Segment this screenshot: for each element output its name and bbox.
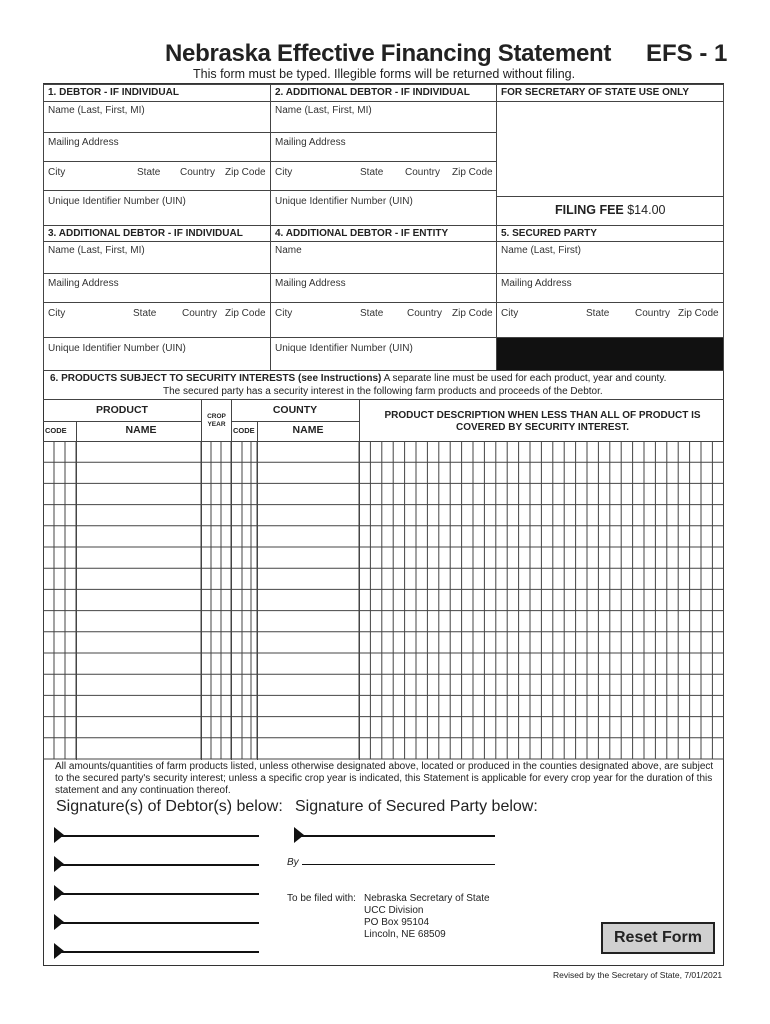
year-header: YEAR bbox=[207, 421, 226, 428]
uin-label: Unique Identifier Number (UIN) bbox=[48, 343, 186, 354]
revision-footer: Revised by the Secretary of State, 7/01/2021 bbox=[553, 970, 723, 980]
sos-header bbox=[496, 84, 724, 102]
debtor-uin-field[interactable] bbox=[43, 190, 271, 226]
debtor-signature-line[interactable] bbox=[54, 864, 259, 866]
filing-fee-amount: $14.00 bbox=[627, 203, 666, 217]
debtor3-mailing-field[interactable] bbox=[43, 273, 271, 303]
section-4-header bbox=[270, 225, 497, 242]
section-5-title: 5. SECURED PARTY bbox=[501, 228, 597, 239]
zip-label: Zip Code bbox=[225, 167, 266, 178]
secured-mailing-field[interactable] bbox=[496, 273, 724, 303]
secured-name-field[interactable] bbox=[496, 241, 724, 274]
name-label: Name (Last, First, MI) bbox=[48, 105, 145, 116]
section-1-header bbox=[43, 84, 271, 102]
debtor-name-field[interactable] bbox=[43, 101, 271, 133]
state-label: State bbox=[133, 308, 157, 319]
city-label: City bbox=[48, 308, 66, 319]
disclaimer-text: All amounts/quantities of farm products listed, unless otherwise designated above, located or produced in the counties designated above, are subject to the secured party's security interest; unless a specific crop year is indicated, this Statement is applicable for every crop year for the duration of this statement and any continuation thereof. bbox=[55, 761, 714, 796]
name-label: Name (Last, First) bbox=[501, 245, 582, 256]
secured-signature-line[interactable] bbox=[294, 835, 495, 837]
mailing-label: Mailing Address bbox=[275, 278, 346, 289]
form-id: EFS - 1 bbox=[646, 40, 728, 67]
mailing-label: Mailing Address bbox=[48, 278, 119, 289]
county-col-header: COUNTY bbox=[272, 404, 318, 416]
name-label: Name bbox=[275, 245, 302, 256]
code-col-header: CODE bbox=[45, 426, 67, 435]
country-label: Country bbox=[407, 308, 443, 319]
debtor4-name-field[interactable] bbox=[270, 241, 497, 274]
form-subtitle: This form must be typed. Illegible forms will be returned without filing. bbox=[193, 67, 576, 81]
county-name-header: NAME bbox=[292, 424, 324, 436]
filing-label: To be filed with: bbox=[287, 893, 356, 904]
debtor-signature-line[interactable] bbox=[54, 893, 259, 895]
section-1-title: 1. DEBTOR - IF INDIVIDUAL bbox=[48, 87, 179, 98]
debtor3-name-field[interactable] bbox=[43, 241, 271, 274]
section-4-title: 4. ADDITIONAL DEBTOR - IF ENTITY bbox=[275, 228, 449, 239]
mailing-label: Mailing Address bbox=[501, 278, 572, 289]
crop-header: CROP bbox=[207, 413, 226, 420]
add-debtor-mailing-field[interactable] bbox=[270, 132, 497, 162]
uin-label: Unique Identifier Number (UIN) bbox=[275, 343, 413, 354]
city-label: City bbox=[275, 308, 293, 319]
debtor-signature-title: Signature(s) of Debtor(s) below: bbox=[56, 798, 283, 815]
section-3-header bbox=[43, 225, 271, 242]
debtor-city-row[interactable] bbox=[43, 161, 271, 191]
section-2-header bbox=[270, 84, 497, 102]
debtor3-city-row[interactable] bbox=[43, 302, 271, 338]
sos-use-area bbox=[496, 101, 724, 197]
state-label: State bbox=[360, 308, 384, 319]
city-label: City bbox=[501, 308, 519, 319]
city-label: City bbox=[275, 167, 293, 178]
debtor-mailing-field[interactable] bbox=[43, 132, 271, 162]
filing-line-1: Nebraska Secretary of State bbox=[364, 893, 490, 904]
mailing-label: Mailing Address bbox=[48, 137, 119, 148]
country-label: Country bbox=[635, 308, 671, 319]
section-5-header bbox=[496, 225, 724, 242]
products-note-1: A separate line must be used for each product, year and county. bbox=[383, 373, 667, 384]
products-heading bbox=[50, 373, 666, 384]
name-label: Name (Last, First, MI) bbox=[275, 105, 372, 116]
zip-label: Zip Code bbox=[678, 308, 719, 319]
city-label: City bbox=[48, 167, 66, 178]
filing-fee-label: FILING FEE bbox=[555, 203, 624, 217]
country-label: Country bbox=[180, 167, 216, 178]
filing-address bbox=[364, 893, 490, 941]
by-line[interactable] bbox=[302, 864, 495, 865]
name-label: Name (Last, First, MI) bbox=[48, 245, 145, 256]
filing-line-4: Lincoln, NE 68509 bbox=[364, 929, 446, 940]
section-2-title: 2. ADDITIONAL DEBTOR - IF INDIVIDUAL bbox=[275, 87, 470, 98]
debtor-signature-line[interactable] bbox=[54, 835, 259, 837]
product-grid[interactable] bbox=[43, 441, 724, 761]
debtor-signature-line[interactable] bbox=[54, 922, 259, 924]
debtor3-uin-field[interactable] bbox=[43, 337, 271, 371]
country-label: Country bbox=[182, 308, 218, 319]
debtor4-mailing-field[interactable] bbox=[270, 273, 497, 303]
product-col-header: PRODUCT bbox=[96, 404, 148, 416]
products-note-2: The secured party has a security interest in the following farm products and proceeds of the Debtor. bbox=[163, 386, 603, 397]
add-debtor-city-row[interactable] bbox=[270, 161, 497, 191]
add-debtor-name-field[interactable] bbox=[270, 101, 497, 133]
debtor4-uin-field[interactable] bbox=[270, 337, 497, 371]
name-col-header: NAME bbox=[125, 424, 157, 436]
filing-line-3: PO Box 95104 bbox=[364, 917, 430, 928]
blacked-out-area bbox=[496, 337, 724, 371]
uin-label: Unique Identifier Number (UIN) bbox=[48, 196, 186, 207]
mailing-label: Mailing Address bbox=[275, 137, 346, 148]
country-label: Country bbox=[405, 167, 441, 178]
debtor-signature-line[interactable] bbox=[54, 951, 259, 953]
description-col-header: PRODUCT DESCRIPTION WHEN LESS THAN ALL OF PRODUCT IS COVERED BY SECURITY INTEREST. bbox=[384, 410, 701, 433]
filing-line-2: UCC Division bbox=[364, 905, 424, 916]
reset-form-button[interactable]: Reset Form bbox=[601, 922, 715, 954]
debtor4-city-row[interactable] bbox=[270, 302, 497, 338]
secured-city-row[interactable] bbox=[496, 302, 724, 338]
products-title: 6. PRODUCTS SUBJECT TO SECURITY INTERESTS (see Instructions) bbox=[50, 373, 382, 384]
zip-label: Zip Code bbox=[225, 308, 266, 319]
uin-label: Unique Identifier Number (UIN) bbox=[275, 196, 413, 207]
by-label: By bbox=[287, 857, 299, 868]
zip-label: Zip Code bbox=[452, 308, 493, 319]
county-code-header: CODE bbox=[233, 426, 255, 435]
state-label: State bbox=[137, 167, 161, 178]
secured-signature-title: Signature of Secured Party below: bbox=[295, 798, 538, 815]
state-label: State bbox=[360, 167, 384, 178]
sos-title: FOR SECRETARY OF STATE USE ONLY bbox=[501, 87, 689, 98]
section-3-title: 3. ADDITIONAL DEBTOR - IF INDIVIDUAL bbox=[48, 228, 243, 239]
form-title: Nebraska Effective Financing Statement bbox=[165, 40, 612, 67]
state-label: State bbox=[586, 308, 610, 319]
add-debtor-uin-field[interactable] bbox=[270, 190, 497, 226]
filing-fee-box bbox=[496, 196, 724, 226]
zip-label: Zip Code bbox=[452, 167, 493, 178]
